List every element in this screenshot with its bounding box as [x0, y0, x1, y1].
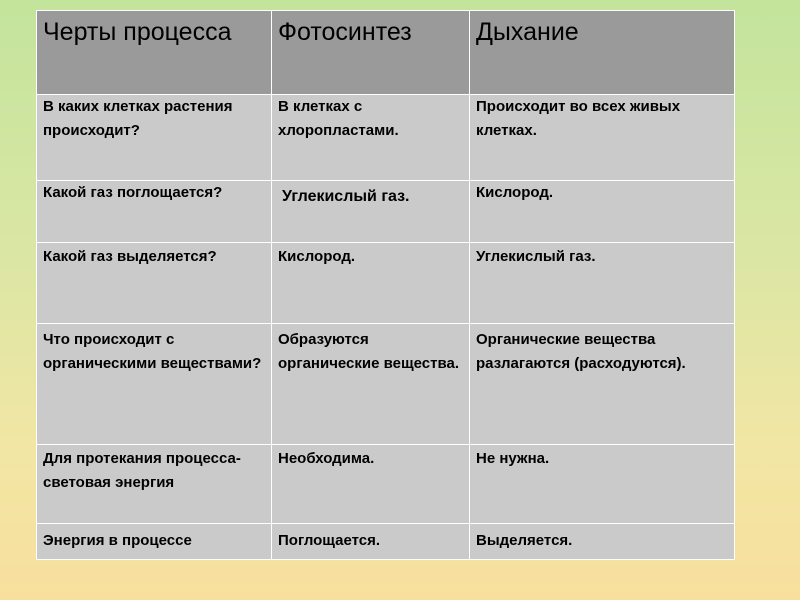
table-cell — [470, 181, 735, 243]
cell-text: Для протекания процесса- световая энергия — [43, 450, 241, 491]
table-cell — [37, 243, 272, 324]
header-respiration — [470, 11, 735, 95]
cell-text: Происходит во всех живых клетках. — [476, 98, 681, 139]
cell-text: Углекислый газ. — [476, 248, 596, 265]
cell-text: Необходима. — [278, 450, 375, 467]
table-header-row — [37, 11, 735, 95]
cell-text: Не нужна. — [476, 450, 550, 467]
table-cell — [470, 243, 735, 324]
table-row — [37, 324, 735, 445]
header-photosynthesis — [272, 11, 470, 95]
cell-text: Поглощается. — [278, 532, 381, 549]
cell-text: В клетках с хлоропластами. — [278, 98, 399, 139]
table-cell — [272, 445, 470, 524]
table-cell — [272, 181, 470, 243]
comparison-table — [36, 10, 735, 560]
cell-text: Какой газ выделяется? — [43, 248, 217, 265]
table-cell — [272, 95, 470, 181]
cell-text: Выделяется. — [476, 532, 573, 549]
cell-text: Энергия в процессе — [43, 532, 192, 549]
table-row — [37, 445, 735, 524]
cell-text: Образуются органические вещества. — [278, 331, 460, 372]
header-respiration-label: Дыхание — [476, 18, 579, 46]
table-cell — [37, 324, 272, 445]
table-cell — [37, 524, 272, 560]
cell-text: Органические вещества разлагаются (расходуются). — [476, 331, 686, 372]
table-row — [37, 524, 735, 560]
table-cell — [272, 243, 470, 324]
table-cell — [37, 445, 272, 524]
table-cell — [470, 95, 735, 181]
table-cell — [470, 445, 735, 524]
header-features-label: Черты процесса — [43, 18, 232, 46]
table-cell — [272, 324, 470, 445]
cell-text: Кислород. — [278, 248, 356, 265]
cell-text: Углекислый газ. — [282, 188, 410, 205]
header-features — [37, 11, 272, 95]
table-cell — [37, 95, 272, 181]
table-cell — [470, 324, 735, 445]
cell-text: Что происходит с органическими веществами? — [43, 331, 262, 372]
table-row — [37, 95, 735, 181]
cell-text: Какой газ поглощается? — [43, 184, 223, 201]
table-row — [37, 181, 735, 243]
cell-text: В каких клетках растения происходит? — [43, 98, 233, 139]
cell-text: Кислород. — [476, 184, 554, 201]
table-cell — [272, 524, 470, 560]
table-cell — [470, 524, 735, 560]
table-row — [37, 243, 735, 324]
header-photosynthesis-label: Фотосинтез — [278, 18, 412, 46]
table-cell — [37, 181, 272, 243]
